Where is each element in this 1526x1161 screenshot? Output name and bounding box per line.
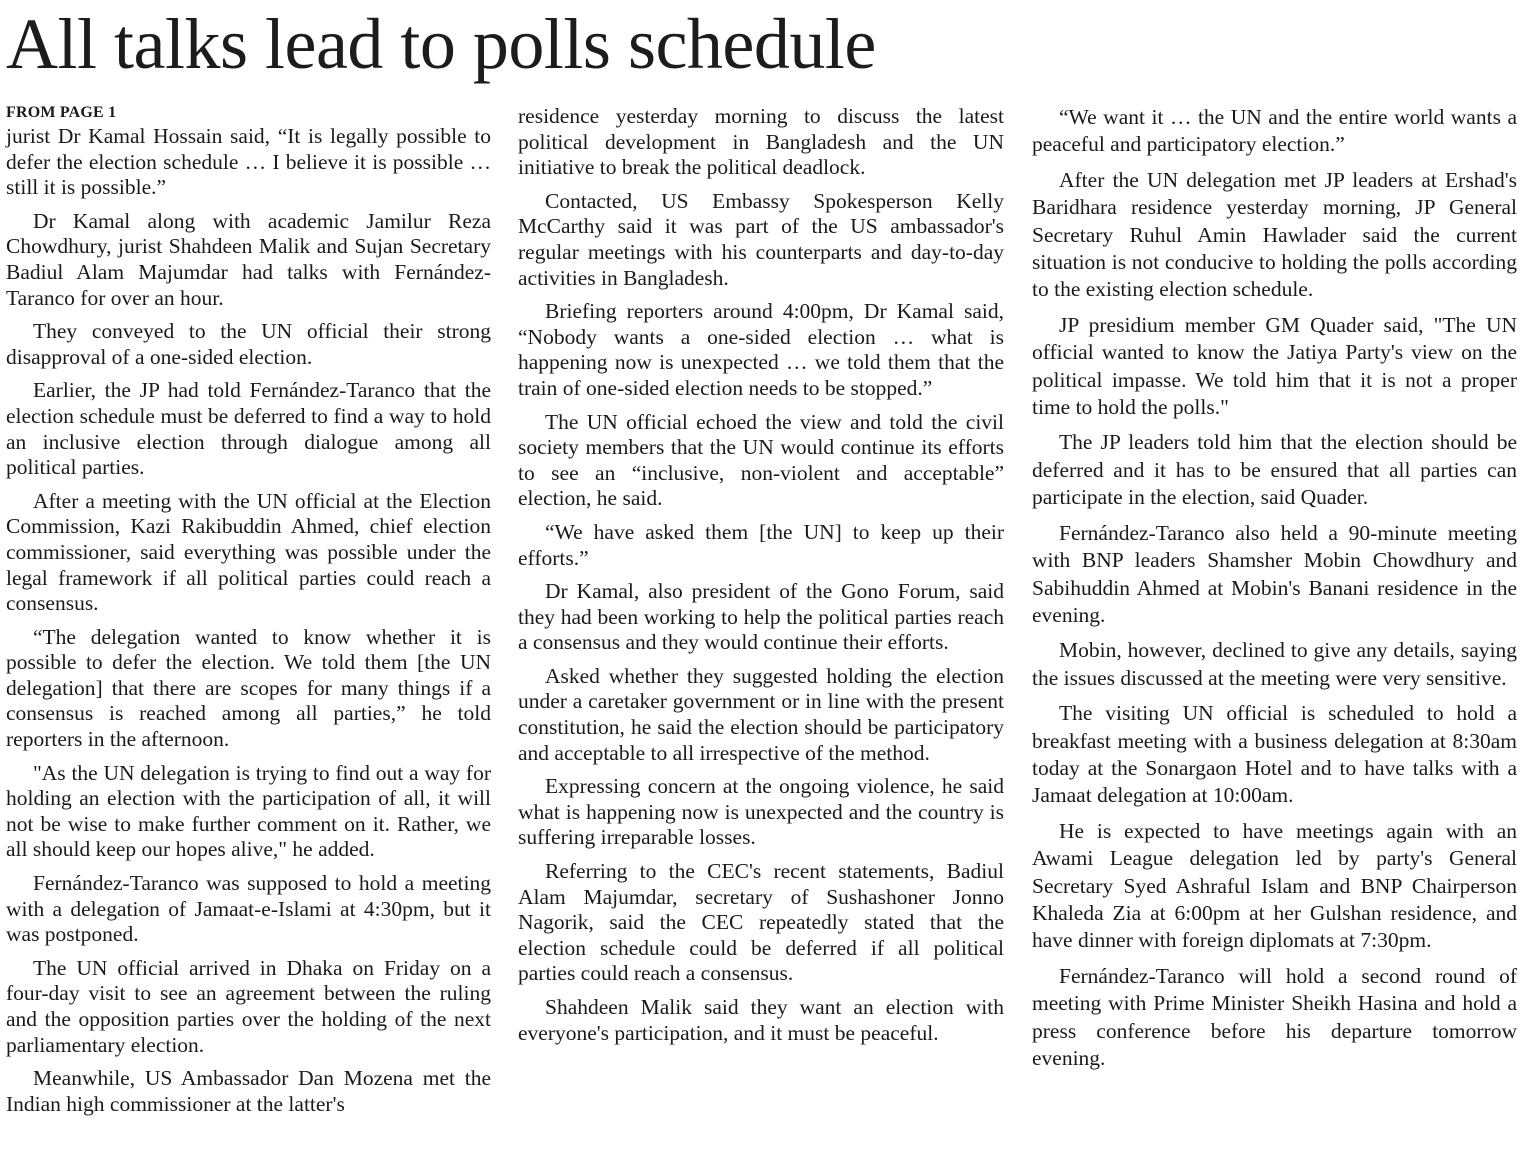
paragraph: jurist Dr Kamal Hossain said, “It is legally possible to defer the election schedule … I believe it is possible … still it is possible.” <box>6 124 491 200</box>
paragraph: Dr Kamal, also president of the Gono Forum, said they had been working to help the political parties reach a consensus and they would continue their efforts. <box>518 579 1004 655</box>
article-column-3 <box>1032 104 1517 1080</box>
paragraph: Expressing concern at the ongoing violence, he said what is happening now is unexpected and the country is suffering irreparable losses. <box>518 774 1004 850</box>
paragraph: Referring to the CEC's recent statements, Badiul Alam Majumdar, secretary of Sushashoner Jonno Nagorik, said the CEC repeatedly stated that the election schedule could be deferred if all political parties could reach a consensus. <box>518 859 1004 986</box>
continuation-kicker: FROM PAGE 1 <box>6 104 117 121</box>
paragraph: Briefing reporters around 4:00pm, Dr Kamal said, “Nobody wants a one-sided election … what is happening now is unexpected … we told them that the train of one-sided election needs to be stopped.” <box>518 299 1004 400</box>
paragraph: After the UN delegation met JP leaders at Ershad's Baridhara residence yesterday morning, JP General Secretary Ruhul Amin Hawlader said the current situation is not conducive to holding the polls according to the existing election schedule. <box>1032 167 1517 302</box>
paragraph: Meanwhile, US Ambassador Dan Mozena met the Indian high commissioner at the latter's <box>6 1066 491 1116</box>
paragraph: Fernández-Taranco will hold a second round of meeting with Prime Minister Sheikh Hasina and hold a press conference before his departure tomorrow evening. <box>1032 963 1517 1070</box>
paragraph: "As the UN delegation is trying to find out a way for holding an election with the participation of all, it will not be wise to make further comment on it. Rather, we all should keep our hopes alive," he added. <box>6 760 491 862</box>
paragraph: JP presidium member GM Quader said, "The UN official wanted to know the Jatiya Party's view on the political impasse. We told him that it is not a proper time to hold the polls." <box>1032 312 1517 420</box>
paragraph: He is expected to have meetings again with an Awami League delegation led by party's General Secretary Syed Ashraful Islam and BNP Chairperson Khaleda Zia at 6:00pm at her Gulshan residence, and have dinner with foreign diplomats at 7:30pm. <box>1032 818 1517 953</box>
paragraph: Contacted, US Embassy Spokesperson Kelly McCarthy said it was part of the US ambassador's regular meetings with his counterparts and day-to-day activities in Bangladesh. <box>518 188 1004 290</box>
headline: All talks lead to polls schedule <box>6 4 876 84</box>
paragraph: Earlier, the JP had told Fernández-Taranco that the election schedule must be deferred to find a way to hold an inclusive election through dialogue among all political parties. <box>6 378 491 480</box>
article-column-1 <box>6 102 491 1125</box>
paragraph: “The delegation wanted to know whether it is possible to defer the election. We told them [the UN delegation] that there are scopes for many things if a consensus is reached among all parties,” he told reporters in the afternoon. <box>6 624 491 752</box>
paragraph: They conveyed to the UN official their strong disapproval of a one-sided election. <box>6 319 491 369</box>
paragraph: Dr Kamal along with academic Jamilur Reza Chowdhury, jurist Shahdeen Malik and Sujan Secretary Badiul Alam Majumdar had talks with Fernández-Taranco for over an hour. <box>6 208 491 310</box>
paragraph: Asked whether they suggested holding the election under a caretaker government or in line with the present constitution, he said the election should be participatory and acceptable to all irrespective of the method. <box>518 663 1004 765</box>
paragraph: Shahdeen Malik said they want an election with everyone's participation, and it must be peaceful. <box>518 995 1004 1045</box>
paragraph: The UN official echoed the view and told the civil society members that the UN would continue its efforts to see an “inclusive, non-violent and acceptable” election, he said. <box>518 409 1004 511</box>
paragraph: Mobin, however, declined to give any details, saying the issues discussed at the meeting were very sensitive. <box>1032 638 1517 690</box>
paragraph: The UN official arrived in Dhaka on Friday on a four-day visit to see an agreement between the ruling and the opposition parties over the holding of the next parliamentary election. <box>6 955 491 1057</box>
paragraph: “We have asked them [the UN] to keep up their efforts.” <box>518 519 1004 570</box>
paragraph: Fernández-Taranco also held a 90-minute meeting with BNP leaders Shamsher Mobin Chowdhury and Sabihuddin Ahmed at Mobin's Banani residence in the evening. <box>1032 520 1517 627</box>
paragraph: “We want it … the UN and the entire world wants a peaceful and participatory election.” <box>1032 105 1517 157</box>
paragraph: After a meeting with the UN official at the Election Commission, Kazi Rakibuddin Ahmed, chief election commissioner, said everything was possible under the legal framework if all political parties could reach a consensus. <box>6 488 491 616</box>
paragraph: Fernández-Taranco was supposed to hold a meeting with a delegation of Jamaat-e-Islami at 4:30pm, but it was postponed. <box>6 871 491 947</box>
paragraph: The visiting UN official is scheduled to hold a breakfast meeting with a business delegation at 8:30am today at the Sonargaon Hotel and to have talks with a Jamaat delegation at 10:00am. <box>1032 701 1517 808</box>
paragraph: residence yesterday morning to discuss the latest political development in Bangladesh and the UN initiative to break the political deadlock. <box>518 104 1004 180</box>
article-column-2 <box>518 104 1004 1054</box>
paragraph: The JP leaders told him that the election should be deferred and it has to be ensured that all parties can participate in the election, said Quader. <box>1032 430 1517 510</box>
